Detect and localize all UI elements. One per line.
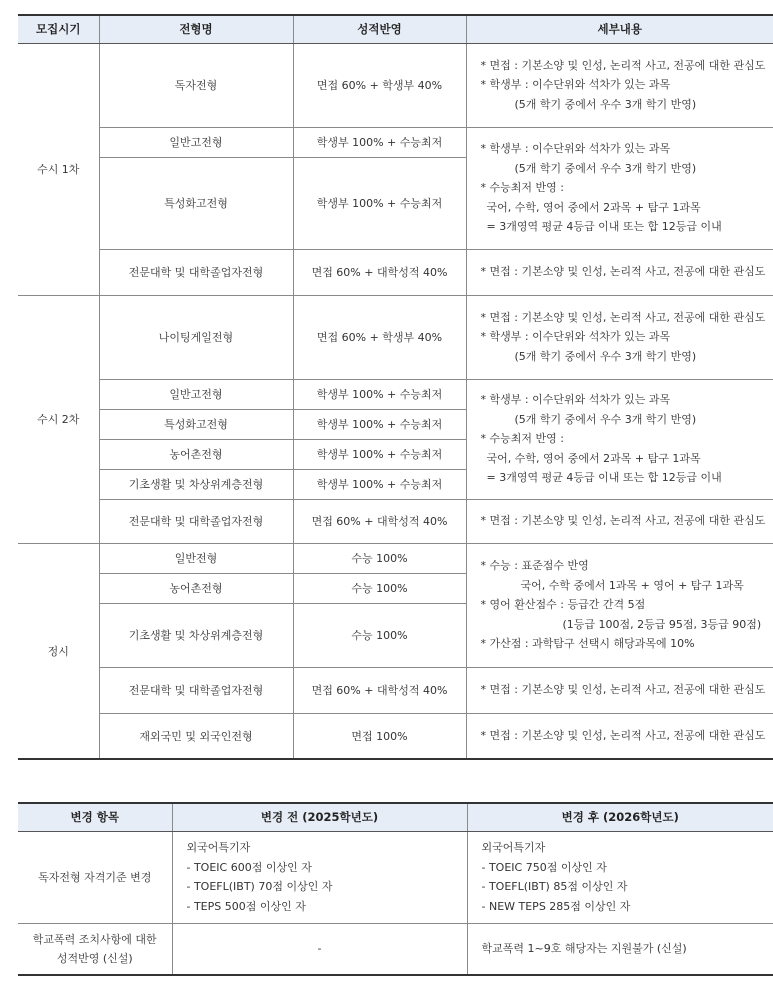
score-method: 수능 100% [293, 543, 466, 573]
score-method: 수능 100% [293, 603, 466, 667]
detail-cell: * 면접 : 기본소양 및 인성, 논리적 사고, 전공에 대한 관심도 [466, 667, 773, 713]
after-cell: 학교폭력 1~9호 해당자는 지원불가 (신설) [467, 923, 773, 975]
type-name: 기초생활 및 차상위계층전형 [99, 469, 293, 499]
table-header-row [18, 803, 773, 831]
score-method: 면접 60% + 학생부 40% [293, 43, 466, 127]
before-cell: 외국어특기자 - TOEIC 600점 이상인 자 - TOEFL(IBT) 70점 이상인 자 - TEPS 500점 이상인 자 [172, 831, 467, 923]
type-name: 기초생활 및 차상위계층전형 [99, 603, 293, 667]
detail-cell: * 면접 : 기본소양 및 인성, 논리적 사고, 전공에 대한 관심도 * 학생부 : 이수단위와 석차가 있는 과목 (5개 학기 중에서 우수 3개 학기 반영) [466, 43, 773, 127]
before-cell: - [172, 923, 467, 975]
type-name: 농어촌전형 [99, 573, 293, 603]
table-row [18, 543, 773, 573]
score-method: 학생부 100% + 수능최저 [293, 157, 466, 249]
header-type: 전형명 [99, 15, 293, 43]
detail-cell: * 학생부 : 이수단위와 석차가 있는 과목 (5개 학기 중에서 우수 3개 학기 반영) * 수능최저 반영 : 국어, 수학, 영어 중에서 2과목 + 탐구 1과목 = 3개영역 평균 4등급 이내 또는 합 12등급 이내 [466, 127, 773, 249]
score-method: 학생부 100% + 수능최저 [293, 409, 466, 439]
type-name: 재외국민 및 외국인전형 [99, 713, 293, 759]
change-table [18, 802, 773, 976]
period-jeongsi: 정시 [18, 543, 99, 759]
table-header-row [18, 15, 773, 43]
score-method: 학생부 100% + 수능최저 [293, 469, 466, 499]
score-method: 학생부 100% + 수능최저 [293, 379, 466, 409]
change-item: 독자전형 자격기준 변경 [18, 831, 172, 923]
score-method: 수능 100% [293, 573, 466, 603]
type-name: 특성화고전형 [99, 409, 293, 439]
type-name: 특성화고전형 [99, 157, 293, 249]
header-before: 변경 전 (2025학년도) [172, 803, 467, 831]
table-row [18, 127, 773, 157]
header-period: 모집시기 [18, 15, 99, 43]
type-name: 전문대학 및 대학졸업자전형 [99, 499, 293, 543]
table-row [18, 831, 773, 923]
change-item: 학교폭력 조치사항에 대한 성적반영 (신설) [18, 923, 172, 975]
type-name: 전문대학 및 대학졸업자전형 [99, 667, 293, 713]
header-detail: 세부내용 [466, 15, 773, 43]
score-method: 면접 60% + 대학성적 40% [293, 499, 466, 543]
table-row [18, 499, 773, 543]
type-name: 전문대학 및 대학졸업자전형 [99, 249, 293, 295]
detail-cell: * 면접 : 기본소양 및 인성, 논리적 사고, 전공에 대한 관심도 [466, 499, 773, 543]
detail-cell: * 학생부 : 이수단위와 석차가 있는 과목 (5개 학기 중에서 우수 3개 학기 반영) * 수능최저 반영 : 국어, 수학, 영어 중에서 2과목 + 탐구 1과목 = 3개영역 평균 4등급 이내 또는 합 12등급 이내 [466, 379, 773, 499]
table-row [18, 43, 773, 127]
period-susi2: 수시 2차 [18, 295, 99, 543]
score-method: 면접 60% + 대학성적 40% [293, 249, 466, 295]
type-name: 일반고전형 [99, 127, 293, 157]
type-name: 농어촌전형 [99, 439, 293, 469]
header-change-item: 변경 항목 [18, 803, 172, 831]
period-susi1: 수시 1차 [18, 43, 99, 295]
type-name: 독자전형 [99, 43, 293, 127]
table-row [18, 295, 773, 379]
type-name: 나이팅게일전형 [99, 295, 293, 379]
table-row [18, 923, 773, 975]
detail-cell: * 면접 : 기본소양 및 인성, 논리적 사고, 전공에 대한 관심도 * 학생부 : 이수단위와 석차가 있는 과목 (5개 학기 중에서 우수 3개 학기 반영) [466, 295, 773, 379]
score-method: 면접 60% + 학생부 40% [293, 295, 466, 379]
header-after: 변경 후 (2026학년도) [467, 803, 773, 831]
header-score: 성적반영 [293, 15, 466, 43]
admission-table [18, 14, 773, 760]
score-method: 학생부 100% + 수능최저 [293, 439, 466, 469]
table-row [18, 713, 773, 759]
type-name: 일반고전형 [99, 379, 293, 409]
table-row [18, 379, 773, 409]
type-name: 일반전형 [99, 543, 293, 573]
table-row [18, 249, 773, 295]
table-row [18, 667, 773, 713]
score-method: 학생부 100% + 수능최저 [293, 127, 466, 157]
after-cell: 외국어특기자 - TOEIC 750점 이상인 자 - TOEFL(IBT) 85점 이상인 자 - NEW TEPS 285점 이상인 자 [467, 831, 773, 923]
detail-cell: * 면접 : 기본소양 및 인성, 논리적 사고, 전공에 대한 관심도 [466, 249, 773, 295]
score-method: 면접 100% [293, 713, 466, 759]
detail-cell: * 면접 : 기본소양 및 인성, 논리적 사고, 전공에 대한 관심도 [466, 713, 773, 759]
detail-cell: * 수능 : 표준점수 반영 국어, 수학 중에서 1과목 + 영어 + 탐구 1과목 * 영어 환산점수 : 등급간 간격 5점 (1등급 100점, 2등급 95점, 3등급 90점) * 가산점 : 과학탐구 선택시 해당과목에 10% [466, 543, 773, 667]
score-method: 면접 60% + 대학성적 40% [293, 667, 466, 713]
